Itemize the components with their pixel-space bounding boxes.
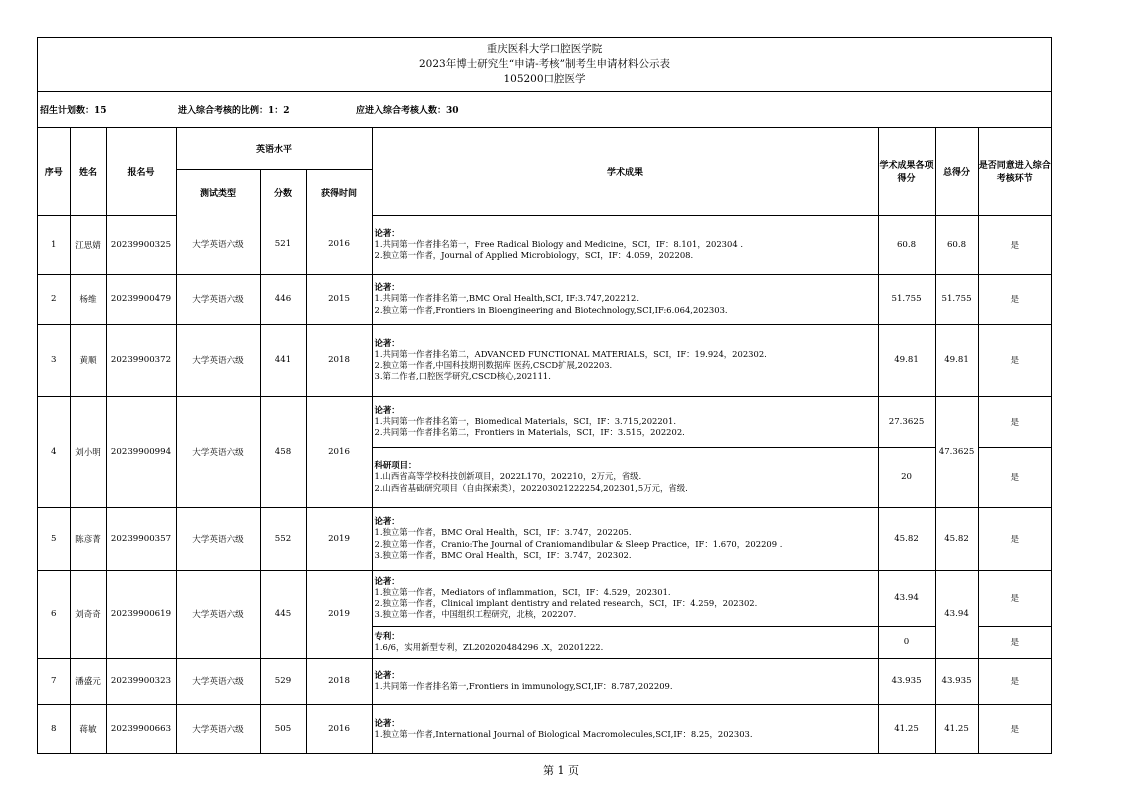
cell-agree: 是 [978,447,1051,507]
achievement-line: 1.独立第一作者，BMC Oral Health，SCI，IF：3.747，202205. [374,527,632,538]
cell-reg: 20239900357 [106,507,176,570]
cell-reg: 20239900479 [106,274,176,324]
title-main: 2023年博士研究生“申请-考核”制考生申请材料公示表 [418,58,670,70]
table-row [38,570,1051,626]
achievement-category: 专利： [374,630,400,641]
enrollment-plan: 招生计划数：15 [40,106,107,116]
cell-achievements [372,507,878,570]
achievement-line: 2.独立第一作者,中国科技期刊数据库 医药,CSCD扩展,202203. [374,360,613,370]
cell-total-score: 41.25 [935,704,978,753]
cell-reg: 20239900325 [106,215,176,274]
cell-item-score: 43.94 [878,570,935,626]
cell-item-score: 27.3625 [878,396,935,447]
achievement-category: 论著： [374,227,400,238]
cell-total-score: 60.8 [935,215,978,274]
applicant-table [38,128,1051,753]
achievement-line: 2.共同第一作者排名第二，Frontiers in Materials，SCI，IF：3.515，202202. [374,427,685,438]
cell-seq: 8 [38,704,70,753]
sheet-title [38,38,1051,92]
cell-achievements [372,324,878,396]
achievement-line: 1.共同第一作者排名第二，ADVANCED FUNCTIONAL MATERIALS，SCI，IF：19.924，202302. [374,348,767,359]
cell-english-score: 445 [260,570,306,658]
cell-name: 刘小明 [70,396,106,507]
publicity-sheet [37,37,1052,754]
cell-agree: 是 [978,215,1051,274]
header-name: 姓名 [70,128,106,215]
cell-item-score: 0 [878,626,935,658]
table-row [38,507,1051,570]
cell-agree: 是 [978,507,1051,570]
cell-seq: 4 [38,396,70,507]
cell-seq: 2 [38,274,70,324]
cell-test-type: 大学英语六级 [176,274,260,324]
cell-test-type: 大学英语六级 [176,396,260,507]
cell-year: 2016 [306,396,372,507]
cell-english-score: 458 [260,396,306,507]
achievement-category: 论著： [374,575,400,586]
cell-english-score: 552 [260,507,306,570]
cell-year: 2019 [306,507,372,570]
cell-english-score: 441 [260,324,306,396]
achievement-line: 1.6/6，实用新型专利，ZL202020484296 .X，20201222. [374,642,604,652]
cell-test-type: 大学英语六级 [176,570,260,658]
cell-seq: 6 [38,570,70,658]
achievement-line: 1.山西省高等学校科技创新项目，2022L170，202210，2万元，省级. [374,471,642,482]
cell-achievements [372,626,878,658]
cell-test-type: 大学英语六级 [176,704,260,753]
cell-total-score: 51.755 [935,274,978,324]
header-agree: 是否同意进入综合考核环节 [978,128,1051,215]
achievement-category: 论著： [374,337,400,348]
cell-agree: 是 [978,626,1051,658]
cell-achievements [372,215,878,274]
cell-reg: 20239900994 [106,396,176,507]
cell-total-score: 43.94 [935,570,978,658]
cell-english-score: 521 [260,215,306,274]
cell-name: 刘奇奇 [70,570,106,658]
admission-summary [38,92,1051,128]
cell-achievements [372,447,878,507]
cell-english-score: 446 [260,274,306,324]
header-total: 总得分 [935,128,978,215]
cell-name: 潘盛元 [70,658,106,704]
cell-year: 2016 [306,704,372,753]
achievement-line: 3.第二作者,口腔医学研究,CSCD核心,202111. [374,371,551,382]
assessment-ratio: 进入综合考核的比例：1：2 [178,106,290,116]
header-reg: 报名号 [106,128,176,215]
cell-agree: 是 [978,396,1051,447]
achievement-category: 论著： [374,717,400,728]
cell-name: 蒋敏 [70,704,106,753]
achievement-line: 2.独立第一作者，Journal of Applied Microbiology，SCI，IF：4.059，202208. [374,250,694,261]
cell-total-score: 47.3625 [935,396,978,507]
header-time: 获得时间 [306,169,372,215]
cell-name: 黄顺 [70,324,106,396]
cell-achievements [372,570,878,626]
achievement-line: 2.独立第一作者，Clinical implant dentistry and related research，SCI，IF：4.259，202302. [374,598,758,608]
header-score: 分数 [260,169,306,215]
cell-reg: 20239900663 [106,704,176,753]
cell-item-score: 60.8 [878,215,935,274]
table-row [38,658,1051,704]
cell-seq: 5 [38,507,70,570]
cell-name: 杨维 [70,274,106,324]
cell-item-score: 41.25 [878,704,935,753]
page-number: 第 1 页 [543,764,579,777]
achievement-line: 1.共同第一作者排名第一，Biomedical Materials，SCI，IF：3.715,202201. [374,415,676,426]
cell-test-type: 大学英语六级 [176,507,260,570]
achievement-line: 1.独立第一作者,International Journal of Biological Macromolecules,SCI,IF：8.25，202303. [374,728,753,739]
cell-reg: 20239900619 [106,570,176,658]
cell-agree: 是 [978,324,1051,396]
cell-item-score: 49.81 [878,324,935,396]
cell-agree: 是 [978,704,1051,753]
cell-agree: 是 [978,658,1051,704]
header-test-type: 测试类型 [176,169,260,215]
achievement-line: 2.独立第一作者，Cranio:The Journal of Craniomandibular & Sleep Practice，IF：1.670，202209 . [374,538,783,549]
cell-item-score: 45.82 [878,507,935,570]
cell-item-score: 51.755 [878,274,935,324]
header-achievements: 学术成果 [372,128,878,215]
table-row [38,324,1051,396]
achievement-line: 1.共同第一作者排名第一，Free Radical Biology and Medicine，SCI，IF：8.101，202304 . [374,238,743,249]
table-row [38,215,1051,274]
cell-year: 2016 [306,215,372,274]
cell-agree: 是 [978,570,1051,626]
table-row [38,704,1051,753]
cell-reg: 20239900323 [106,658,176,704]
header-item-score: 学术成果各项得分 [878,128,935,215]
cell-item-score: 20 [878,447,935,507]
cell-achievements [372,658,878,704]
header-seq: 序号 [38,128,70,215]
achievement-line: 1.共同第一作者排名第一,BMC Oral Health,SCI, IF:3.747,202212. [374,293,639,304]
cell-year: 2018 [306,324,372,396]
cell-item-score: 43.935 [878,658,935,704]
title-institution: 重庆医科大学口腔医学院 [486,43,603,55]
achievement-line: 2.独立第一作者,Frontiers in Bioengineering and Biotechnology,SCI,IF:6.064,202303. [374,304,728,315]
achievement-line: 1.独立第一作者，Mediators of inflammation，SCI，IF：4.529，202301. [374,586,671,597]
cell-year: 2018 [306,658,372,704]
cell-total-score: 49.81 [935,324,978,396]
table-row [38,274,1051,324]
achievement-category: 论著： [374,516,400,527]
cell-agree: 是 [978,274,1051,324]
applicant-rows [38,215,1051,753]
title-major: 105200口腔医学 [503,73,586,85]
cell-achievements [372,274,878,324]
cell-year: 2019 [306,570,372,658]
cell-seq: 1 [38,215,70,274]
cell-test-type: 大学英语六级 [176,215,260,274]
header-english: 英语水平 [176,128,372,169]
cell-english-score: 529 [260,658,306,704]
cell-reg: 20239900372 [106,324,176,396]
achievement-category: 论著： [374,282,400,293]
assessment-count: 应进入综合考核人数：30 [356,106,459,116]
cell-achievements [372,704,878,753]
achievement-line: 2.山西省基础研究项目（自由探索类），202203021222254,202301,5万元，省级. [374,482,688,493]
cell-test-type: 大学英语六级 [176,658,260,704]
cell-english-score: 505 [260,704,306,753]
cell-name: 陈彦菁 [70,507,106,570]
cell-seq: 3 [38,324,70,396]
achievement-line: 3.独立第一作者，BMC Oral Health，SCI，IF：3.747，202302. [374,549,632,560]
cell-year: 2015 [306,274,372,324]
table-row [38,396,1051,447]
achievement-line: 1.共同第一作者排名第一,Frontiers in immunology,SCI,IF：8.787,202209. [374,681,673,691]
cell-name: 江思婧 [70,215,106,274]
achievement-category: 论著： [374,404,400,415]
cell-achievements [372,396,878,447]
cell-total-score: 45.82 [935,507,978,570]
achievement-category: 论著： [374,669,400,680]
achievement-line: 3.独立第一作者，中国组织工程研究，北核，202207. [374,609,577,620]
cell-test-type: 大学英语六级 [176,324,260,396]
cell-total-score: 43.935 [935,658,978,704]
cell-seq: 7 [38,658,70,704]
achievement-category: 科研项目： [374,460,417,471]
